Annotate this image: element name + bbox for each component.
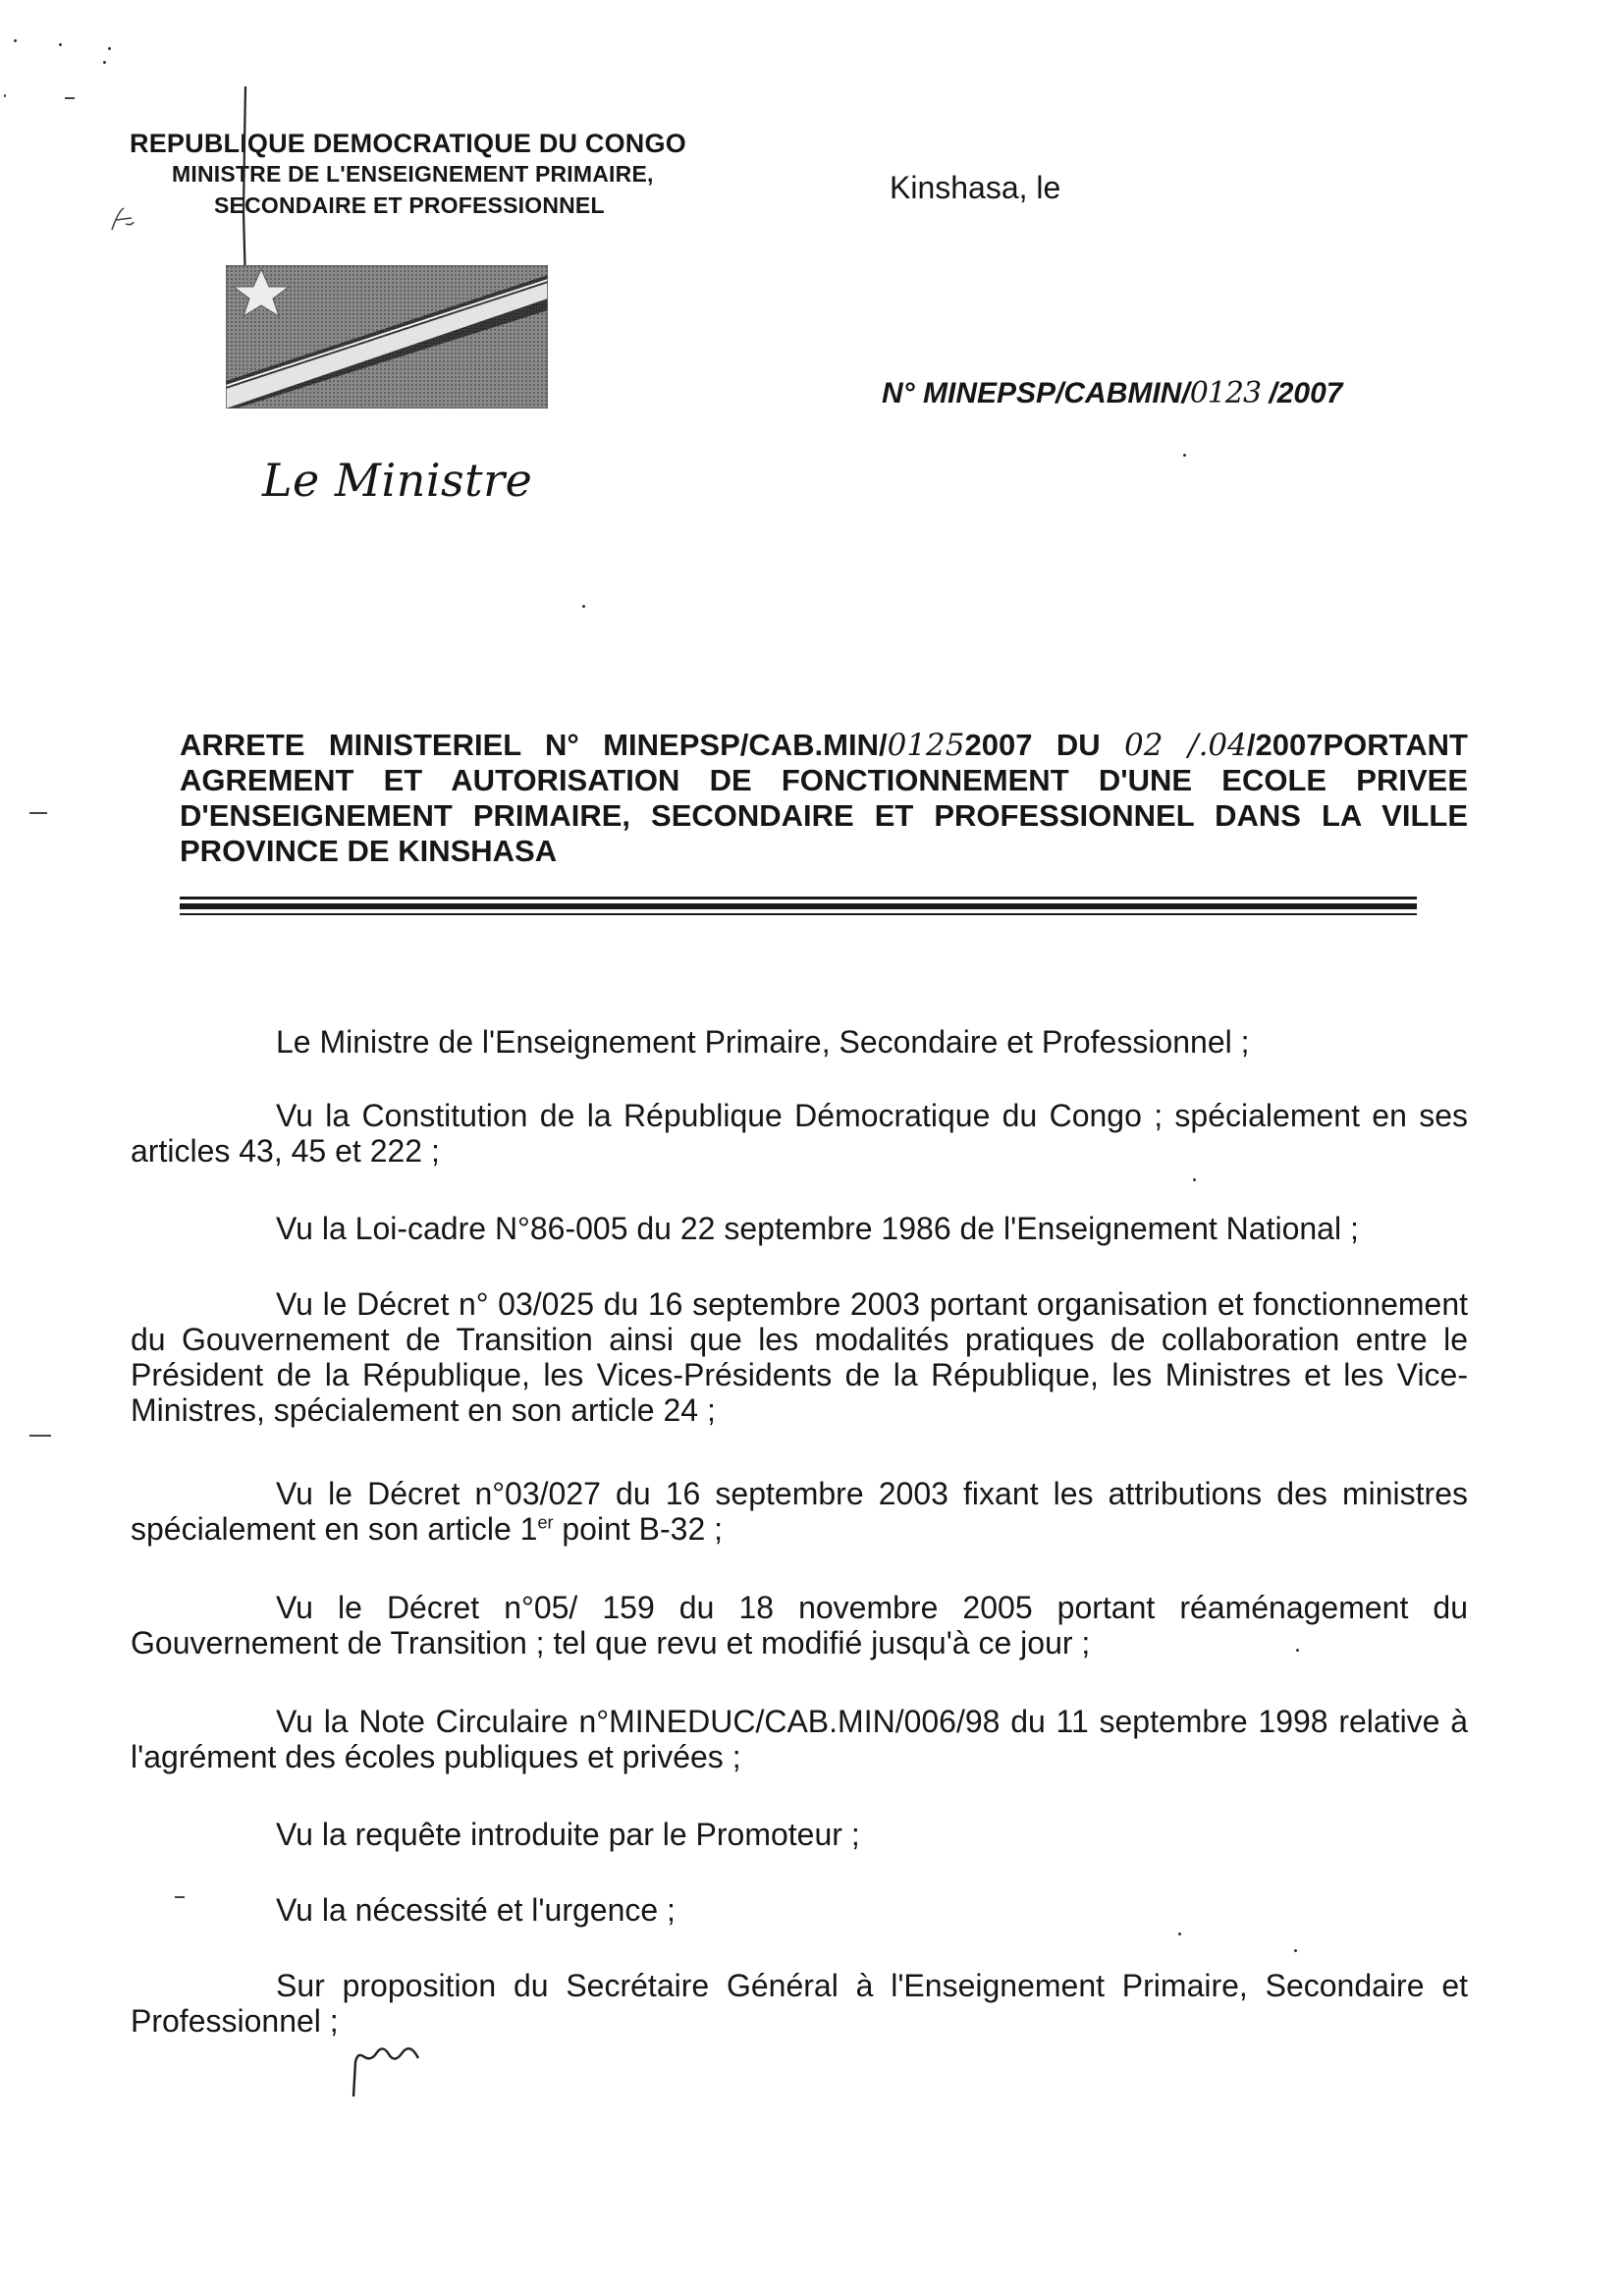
reference-handwritten-number: 0123 [1189, 376, 1262, 410]
considerant-proposition: Sur proposition du Secrétaire Général à l'Enseignement Primaire, Secondaire et Professionnel ; [131, 1968, 1468, 2039]
title-underline [180, 913, 1417, 915]
decree-handwritten-date: 02 /.04 [1124, 728, 1247, 763]
header-republic: REPUBLIQUE DEMOCRATIQUE DU CONGO [130, 129, 686, 158]
considerant-loi-cadre: Vu la Loi-cadre N°86-005 du 22 septembre 1986 de l'Enseignement National ; [276, 1211, 1359, 1246]
scan-speck [14, 39, 17, 42]
decree-title-part3: /2007PORTANT AGREMENT ET AUTORISATION DE FONCTIONNEMENT D'UNE ECOLE PRIVEE D'ENSEIGNEMENT PRIMAIRE, SECONDAIRE ET PROFESSIONNEL DANS LA VILLE PROVINCE DE KINSHASA [180, 728, 1468, 868]
title-underline [180, 897, 1417, 899]
decret-03-027-point: point B-32 ; [553, 1511, 724, 1547]
considerant-decret-03-025: Vu le Décret n° 03/025 du 16 septembre 2003 portant organisation et fonctionnement du Gouvernement de Transition ainsi que les modalités pratiques de collaboration entre le Président de la République, les Vices-Présidents de la République, les Ministres et les Vice-Ministres, spécialement en son article 24 ; [131, 1286, 1468, 1428]
scan-speck [29, 812, 47, 814]
considerant-decret-03-027 [131, 1476, 1468, 1547]
considerant-note-circulaire: Vu la Note Circulaire n°MINEDUC/CAB.MIN/006/98 du 11 septembre 1998 relative à l'agrément des écoles publiques et privées ; [131, 1704, 1468, 1774]
scan-speck [582, 605, 585, 608]
handwritten-initials [334, 2013, 442, 2101]
header-ministry-cont: SECONDAIRE ET PROFESSIONNEL [214, 192, 605, 218]
decret-03-027-superscript: er [537, 1512, 554, 1533]
considerant-constitution: Vu la Constitution de la République Démocratique du Congo ; spécialement en ses articles 43, 45 et 222 ; [131, 1098, 1468, 1169]
scan-speck [59, 43, 62, 46]
considerant-decret-05-159: Vu le Décret n°05/ 159 du 18 novembre 2005 portant réaménagement du Gouvernement de Transition ; tel que revu et modifié jusqu'à ce jour ; [131, 1590, 1468, 1661]
scan-speck [65, 97, 75, 99]
scan-speck [108, 47, 111, 50]
reference-suffix: /2007 [1261, 377, 1343, 409]
scan-speck [1294, 1949, 1297, 1952]
scan-speck [103, 61, 106, 64]
decree-title [180, 728, 1468, 869]
decret-03-027-text: Vu le Décret n°03/027 du 16 septembre 2003 fixant les attributions des ministres spécialement en son article 1 [131, 1476, 1468, 1547]
header-ministry: MINISTRE DE L'ENSEIGNEMENT PRIMAIRE, [172, 161, 654, 187]
scan-speck [1183, 454, 1186, 457]
reference-number [882, 376, 1342, 410]
minister-title: Le Ministre [262, 454, 533, 507]
decree-title-part1: ARRETE MINISTERIEL N° MINEPSP/CAB.MIN/ [180, 728, 888, 762]
drc-flag-image [226, 265, 548, 409]
scan-speck [29, 1435, 51, 1437]
reference-prefix: N° MINEPSP/CABMIN/ [882, 377, 1190, 409]
scan-speck [4, 94, 6, 97]
considerant-requete: Vu la requête introduite par le Promoteur ; [276, 1817, 860, 1852]
preamble-minister: Le Ministre de l'Enseignement Primaire, Secondaire et Professionnel ; [276, 1024, 1250, 1060]
place-date: Kinshasa, le [890, 170, 1061, 205]
scan-speck [1178, 1933, 1181, 1935]
decree-handwritten-number: 0125 [887, 728, 965, 763]
handwritten-stroke [240, 84, 249, 291]
considerant-urgence: Vu la nécessité et l'urgence ; [276, 1892, 676, 1928]
title-underline [180, 903, 1417, 909]
handwritten-mark [108, 204, 137, 234]
decree-title-part2: 2007 DU [964, 728, 1125, 762]
scan-speck [1193, 1178, 1196, 1181]
